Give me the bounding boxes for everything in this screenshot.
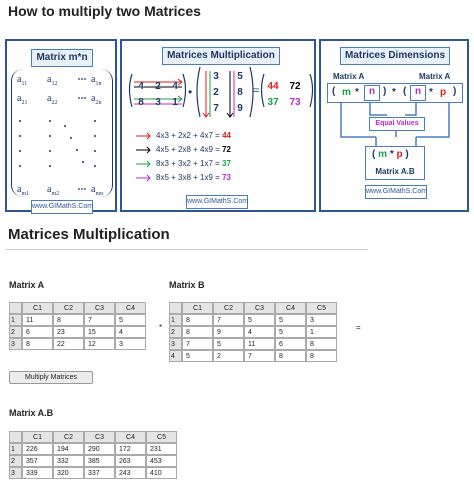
corner-cell [9,431,22,443]
column-header: C2 [213,302,244,314]
divider [6,249,368,250]
open-paren: ( [403,86,407,97]
matrix-b-input[interactable]: 2 [213,350,244,362]
matrix-a-input[interactable]: 4 [115,326,146,338]
matrix-a-cell: 3 [155,97,161,108]
matrix-b-input[interactable]: 8 [275,350,306,362]
table-row [9,443,177,455]
matrix-b-input[interactable]: 11 [244,338,275,350]
site-label: www.GIMathS.Com [186,195,248,209]
matrix-b-input[interactable]: 1 [306,326,337,338]
matrix-b-input[interactable]: 8 [182,326,213,338]
column-header: C2 [53,431,84,443]
result-cell: 385 [84,455,115,467]
column-header: C3 [84,431,115,443]
result-cell: 453 [146,455,177,467]
equal-values-label: Equal Values [369,117,425,131]
table-row [9,455,177,467]
matrix-b-input[interactable]: 7 [244,350,275,362]
star: * [389,149,394,160]
matrix-a-label: Matrix A [333,72,365,81]
multiply-matrices-button[interactable]: Multiply Matrices [9,371,93,384]
result-cell: 172 [115,443,146,455]
matrix-a-input[interactable]: 6 [22,326,53,338]
matrix-b-table [169,302,337,362]
multiplication-panel [120,39,316,212]
matrix-b-input[interactable]: 8 [306,338,337,350]
element-am1: $a_{m1}$ [17,184,30,197]
row-header: 3 [169,338,182,350]
matrix-b-input[interactable]: 5 [275,314,306,326]
row-header: 2 [9,326,22,338]
element-a12: $a_{12}$ [47,74,58,87]
dim-m: m [342,87,351,98]
matrix-a-input[interactable]: 8 [53,314,84,326]
column-header: C3 [84,302,115,314]
page-title: How to multiply two Matrices [8,3,201,19]
matrix-b-input[interactable]: 9 [213,326,244,338]
dim-n-a: n [364,85,380,101]
row-header: 3 [9,467,22,479]
matrix-b-cell: 8 [237,87,243,98]
matrix-b-input[interactable]: 5 [213,338,244,350]
matrix-b-cell: 9 [237,103,243,114]
result-cell: 194 [53,443,84,455]
column-header: C3 [244,302,275,314]
header-row [9,302,146,314]
matrix-a-cell: 1 [172,97,178,108]
matrix-b-input[interactable]: 8 [182,314,213,326]
table-row [169,350,337,362]
column-header: C1 [22,431,53,443]
column-header: C5 [146,431,177,443]
table-row [169,338,337,350]
brackets-and-arrows [122,41,318,214]
dim-p: p [440,87,447,98]
row-header: 4 [169,350,182,362]
matrix-b-cell: 3 [213,71,219,82]
result-p: p [396,149,403,160]
star: * [429,87,433,98]
table-row [9,338,146,350]
element-a2n: $a_{2n}$ [91,93,102,106]
close-paren: ) [383,86,387,97]
matrix-a-input[interactable]: 3 [115,338,146,350]
site-label: www.GIMathS.Com [365,185,427,199]
matrix-a-input[interactable]: 5 [115,314,146,326]
element-a1n: $a_{1n}$ [91,74,102,87]
multiply-operator: * [159,323,163,332]
row-header: 3 [9,338,22,350]
equals-operator: = [356,323,361,332]
result-cell: 357 [22,455,53,467]
result-cell: 243 [115,467,146,479]
corner-cell [169,302,182,314]
result-cell: 37 [267,97,279,108]
matrix-a-cell: 4 [172,81,178,92]
table-row [9,326,146,338]
matrix-a-cell: 4 [138,81,144,92]
result-m: m [378,149,388,160]
dim-n-b: n [410,85,426,101]
ellipsis-dots [7,41,119,214]
corner-cell [9,302,22,314]
matrix-b-cell: 2 [213,87,219,98]
open-paren: ( [332,86,336,97]
column-header: C2 [53,302,84,314]
matrix-b-cell: 7 [213,103,219,114]
row-header: 1 [9,443,22,455]
site-label: www.GIMathS.Com [31,200,93,214]
matrix-b-input[interactable]: 5 [244,314,275,326]
matrix-a-label: Matrix A [9,280,45,290]
star: * [355,87,359,98]
close-paren: ) [453,86,457,97]
dimensions-panel [319,39,469,212]
result-matrix-label: Matrix A.B [375,167,415,176]
result-cell: 72 [289,81,301,92]
header-row [169,302,337,314]
row-header: 2 [9,455,22,467]
matrix-a-table [9,302,146,350]
result-cell: 263 [115,455,146,467]
result-cell: 337 [84,467,115,479]
matrix-b-input[interactable]: 4 [244,326,275,338]
open-paren: ( [372,149,376,160]
equation-2: 4x5 + 2x8 + 4x9 = 72 [156,145,231,154]
element-amn: $a_{mn}$ [91,184,104,197]
column-header: C4 [115,302,146,314]
table-row [169,314,337,326]
result-cell: 73 [289,97,301,108]
equation-4: 8x5 + 3x8 + 1x9 = 73 [156,173,231,182]
matrix-b-input[interactable]: 8 [306,350,337,362]
row-header: 1 [169,314,182,326]
matrix-b-input[interactable]: 7 [182,338,213,350]
mult-star: * [392,87,396,98]
matrix-b-input[interactable]: 5 [275,326,306,338]
result-paren-row [372,149,420,160]
table-row [9,314,146,326]
result-cell: 339 [22,467,53,479]
result-cell: 44 [267,81,279,92]
section-title: Matrices Multiplication [8,226,170,243]
result-cell: 320 [53,467,84,479]
result-cell: 290 [84,443,115,455]
equation-1: 4x3 + 2x2 + 4x7 = 44 [156,131,231,140]
column-header: C4 [115,431,146,443]
close-paren: ) [405,149,409,160]
matrix-b-input[interactable]: 3 [306,314,337,326]
column-header: C4 [275,302,306,314]
table-row [169,326,337,338]
matrix-a-input[interactable]: 22 [53,338,84,350]
row-header: 1 [9,314,22,326]
panel-title: Matrices Dimensions [340,47,450,65]
matrix-a-input[interactable]: 23 [53,326,84,338]
equation-3: 8x3 + 3x2 + 1x7 = 37 [156,159,231,168]
matrix-a-input[interactable]: 8 [22,338,53,350]
matrix-a-cell: 2 [155,81,161,92]
header-row [9,431,177,443]
column-header: C1 [182,302,213,314]
matrix-a-cell: 8 [138,97,144,108]
column-header: C1 [22,302,53,314]
column-header: C5 [306,302,337,314]
result-cell: 231 [146,443,177,455]
row-header: 2 [169,326,182,338]
matrix-b-label: Matrix B [169,280,205,290]
result-cell: 332 [53,455,84,467]
panel-title: Matrix m*n [31,49,93,67]
result-dims [365,146,425,180]
result-label: Matrix A.B [9,408,54,418]
matrix-a-input[interactable]: 12 [84,338,115,350]
matrix-a-input[interactable]: 15 [84,326,115,338]
matrix-b-input[interactable]: 7 [213,314,244,326]
element-am2: $a_{m2}$ [47,184,60,197]
panel-title: Matrices Multiplication [162,47,280,65]
result-cell: 226 [22,443,53,455]
matrix-notation-panel [5,39,117,212]
matrix-b-input[interactable]: 5 [182,350,213,362]
element-a11: $a_{11}$ [17,74,28,87]
matrix-a-input[interactable]: 11 [22,314,53,326]
result-table [9,431,177,479]
result-cell: 410 [146,467,177,479]
mult-dot: • [188,85,193,99]
matrix-b-input[interactable]: 6 [275,338,306,350]
element-a21: $a_{21}$ [17,93,28,106]
element-a22: $a_{22}$ [47,93,58,106]
matrix-b-cell: 5 [237,71,243,82]
table-row [9,467,177,479]
matrix-b-label: Matrix A [419,72,451,81]
equals-sign: = [253,85,260,97]
matrix-a-input[interactable]: 7 [84,314,115,326]
